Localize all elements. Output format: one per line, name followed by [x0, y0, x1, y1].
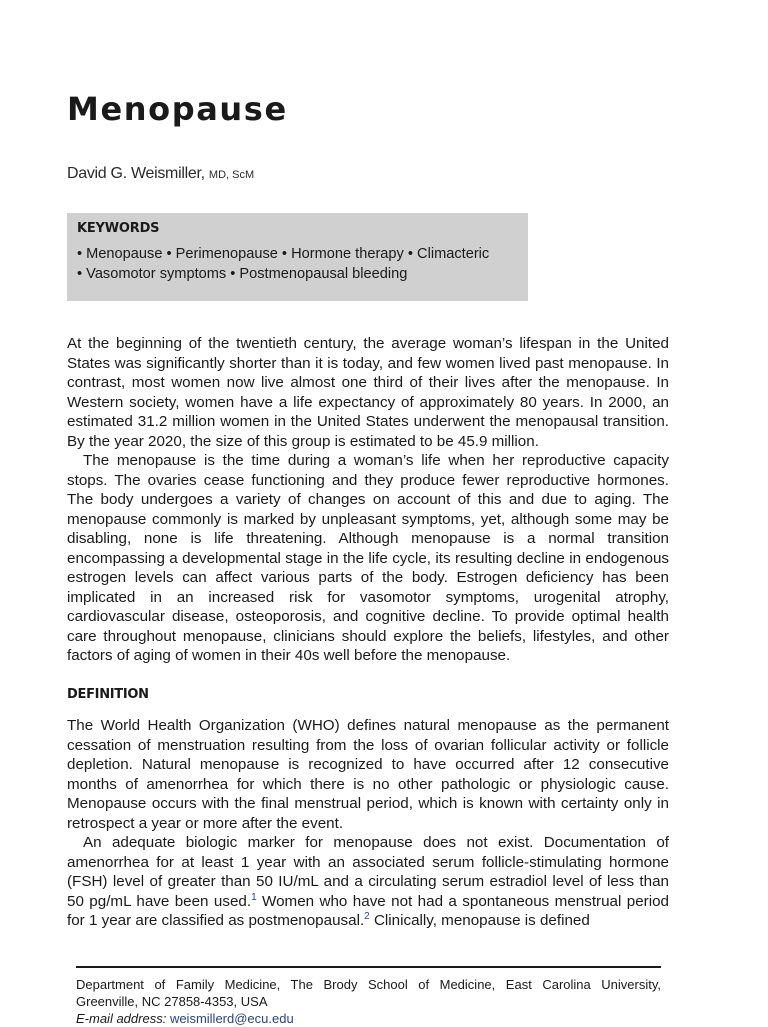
definition-section: [67, 716, 669, 931]
definition-paragraph-2: [67, 833, 669, 931]
author-name: David G. Weismiller,: [67, 165, 205, 182]
author-affiliation-footnote: [76, 976, 661, 1027]
intro-paragraph-1: At the beginning of the twentieth century, the average woman’s lifespan in the United States was significantly shorter than it is today, and few women lived past menopause. In contrast, most women now live almost one third of their lives after the menopause. In Western society, women have a life expectancy of approximately 80 years. In 2000, an estimated 31.2 million women in the United States underwent the menopausal transition. By the year 2020, the size of this group is estimated to be 45.9 million.: [67, 335, 669, 450]
email-line: [76, 1010, 661, 1027]
intro-section: [67, 334, 669, 666]
keywords-heading: KEYWORDS: [77, 221, 160, 236]
reference-link-2[interactable]: 2: [364, 911, 370, 922]
definition-paragraph-2-text-a: An adequate biologic marker for menopause does not exist. Documentation of amenorrhea for at least 1 year with an associated serum follicle-stimulating hormone (FSH) level of greater than 50 IU/mL and a circulating serum estradiol level of less than 50 pg/mL have been used.: [67, 834, 669, 910]
definition-paragraph-2-text-b: Women who have not had a spontaneous menstrual period for 1 year are classified as postmenopausal.: [67, 892, 669, 929]
footnote-divider: [76, 966, 661, 968]
article-title: Menopause: [67, 90, 288, 128]
author-line: [67, 164, 254, 185]
keywords-line-2: • Vasomotor symptoms • Postmenopausal bleeding: [77, 265, 408, 282]
email-label: E-mail address:: [76, 1011, 167, 1026]
definition-paragraph-2-text-c: Clinically, menopause is defined: [369, 912, 590, 929]
definition-paragraph-1: The World Health Organization (WHO) defines natural menopause as the permanent cessation of menstruation resulting from the loss of ovarian follicular activity or follicle depletion. Natural menopause is recognized to have occurred after 12 consecutive months of amenorrhea for which there is no other pathologic or physiologic cause. Menopause occurs with the final menstrual period, which is known with certainty only in retrospect a year or more after the event.: [67, 717, 669, 832]
definition-heading: DEFINITION: [67, 687, 149, 702]
affiliation-line-1: Department of Family Medicine, The Brody School of Medicine, East Carolina University,: [76, 977, 661, 992]
keywords-line-1: • Menopause • Perimenopause • Hormone therapy • Climacteric: [77, 246, 490, 262]
reference-link-1[interactable]: 1: [251, 891, 257, 903]
author-credentials: MD, ScM: [208, 169, 255, 181]
intro-paragraph-2: The menopause is the time during a woman’s life when her reproductive capacity stops. The ovaries cease functioning and they produce fewer reproductive hormones. The body undergoes a variety of changes on account of this and due to aging. The menopause commonly is marked by unpleasant symptoms, yet, although some may be disabling, none is life threatening. Although menopause is a normal transition encompassing a developmental stage in the life cycle, its resulting decline in endogenous estrogen levels can affect various parts of the body. Estrogen deficiency has been implicated in an increased risk for vasomotor symptoms, urogenital atrophy, cardiovascular disease, osteoporosis, and cognitive decline. To provide optimal health care throughout menopause, clinicians should explore the beliefs, lifestyles, and other factors of aging of women in their 40s well before the menopause.: [67, 452, 669, 664]
keywords-box: [67, 213, 528, 301]
email-link[interactable]: weismillerd@ecu.edu: [169, 1011, 294, 1026]
affiliation-line-2: Greenville, NC 27858-4353, USA: [76, 994, 268, 1009]
